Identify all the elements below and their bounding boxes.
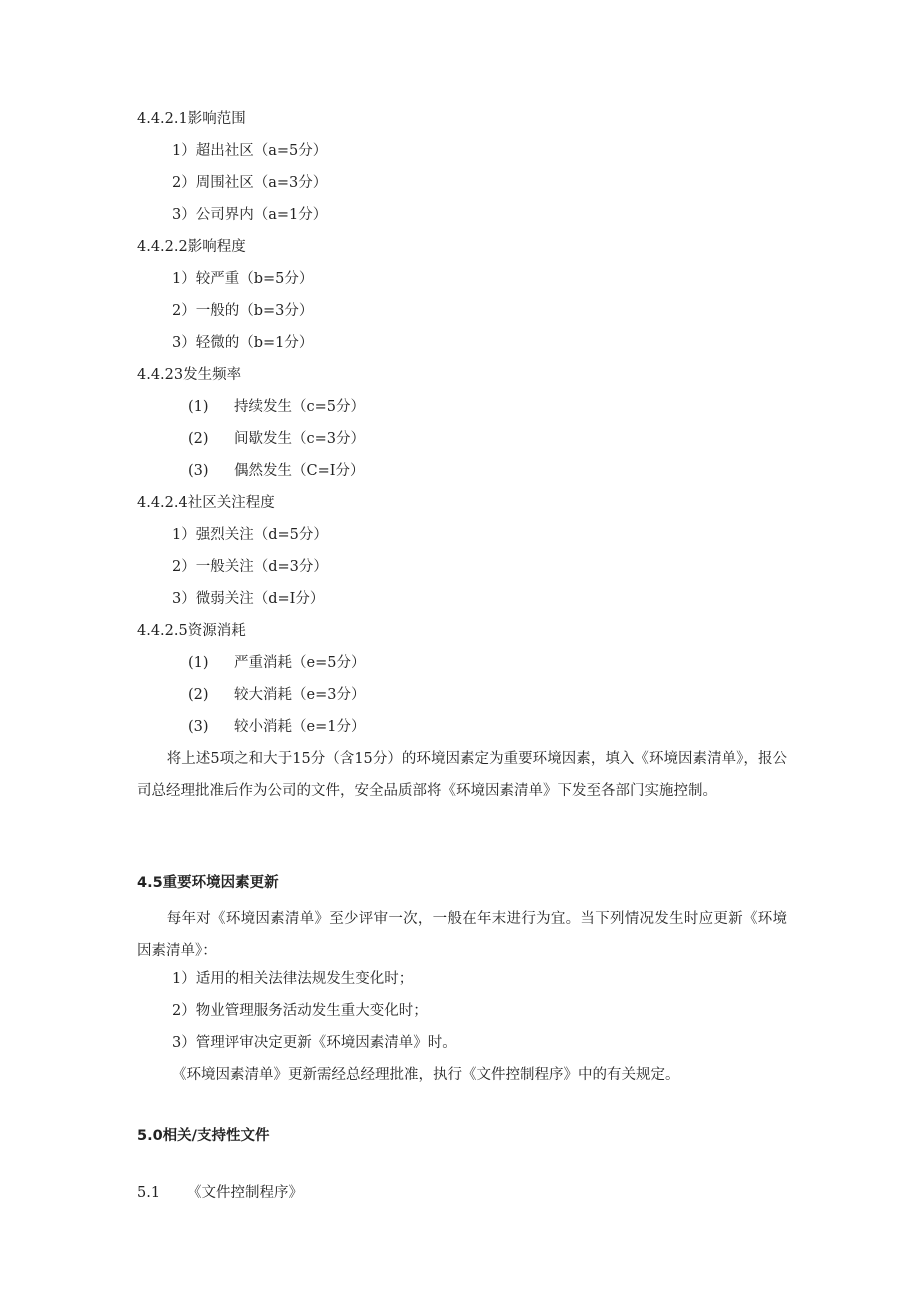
section-4424-title: 4.4.2.4社区关注程度 (137, 495, 275, 511)
list-item-number: (1) (188, 655, 209, 671)
list-item-number: (1) (188, 399, 209, 415)
section-45-paragraph: 每年对《环境因素清单》至少评审一次，一般在年末进行为宜。当下列情况发生时应更新《环境因素清单》： (137, 911, 787, 959)
list-item (188, 397, 365, 417)
list-item: 3）微弱关注（d=I分） (172, 591, 325, 607)
list-item (188, 685, 365, 705)
list-item-text: 偶然发生（C=I分） (234, 463, 365, 479)
section-45-title: 4.5重要环境因素更新 (137, 875, 279, 891)
section-50-title: 5.0相关/支持性文件 (137, 1128, 270, 1144)
list-item: 1）较严重（b=5分） (172, 271, 314, 287)
list-item-text: 间歇发生（c=3分） (234, 431, 365, 447)
list-item-text: 严重消耗（e=5分） (234, 655, 366, 671)
summary-paragraph: 将上述5项之和大于15分（含15分）的环境因素定为重要环境因素，填入《环境因素清单》，报公司总经理批准后作为公司的文件，安全品质部将《环境因素清单》下发至各部门实施控制。 (137, 751, 787, 799)
list-item: 2）周围社区（a=3分） (172, 175, 328, 191)
list-item-text: 较小消耗（e=1分） (234, 719, 366, 735)
list-item (188, 461, 364, 481)
section-4423-title: 4.4.23发生频率 (137, 367, 242, 383)
list-item (188, 653, 365, 673)
reference-text: 《文件控制程序》 (187, 1185, 303, 1201)
list-item-number: (3) (188, 463, 209, 479)
list-item (188, 429, 365, 449)
reference-item (137, 1183, 303, 1203)
list-item: 1）适用的相关法律法规发生变化时； (172, 971, 414, 987)
list-item: 1）超出社区（a=5分） (172, 143, 328, 159)
section-4422-title: 4.4.2.2影响程度 (137, 239, 246, 255)
list-item: 3）轻微的（b=1分） (172, 335, 314, 351)
list-item-number: (2) (188, 431, 209, 447)
list-item: 3）公司界内（a=1分） (172, 207, 328, 223)
reference-number: 5.1 (137, 1185, 161, 1201)
list-item: 2）一般的（b=3分） (172, 303, 314, 319)
list-item-text: 持续发生（c=5分） (234, 399, 365, 415)
list-item: 2）物业管理服务活动发生重大变化时； (172, 1003, 428, 1019)
list-item (188, 717, 365, 737)
list-item-text: 较大消耗（e=3分） (234, 687, 366, 703)
section-45-closing: 《环境因素清单》更新需经总经理批准，执行《文件控制程序》中的有关规定。 (172, 1067, 680, 1083)
list-item-number: (3) (188, 719, 209, 735)
list-item: 3）管理评审决定更新《环境因素清单》时。 (172, 1035, 457, 1051)
list-item: 2）一般关注（d=3分） (172, 559, 328, 575)
list-item-number: (2) (188, 687, 209, 703)
section-4421-title: 4.4.2.1影响范围 (137, 111, 246, 127)
section-4425-title: 4.4.2.5资源消耗 (137, 623, 246, 639)
list-item: 1）强烈关注（d=5分） (172, 527, 328, 543)
